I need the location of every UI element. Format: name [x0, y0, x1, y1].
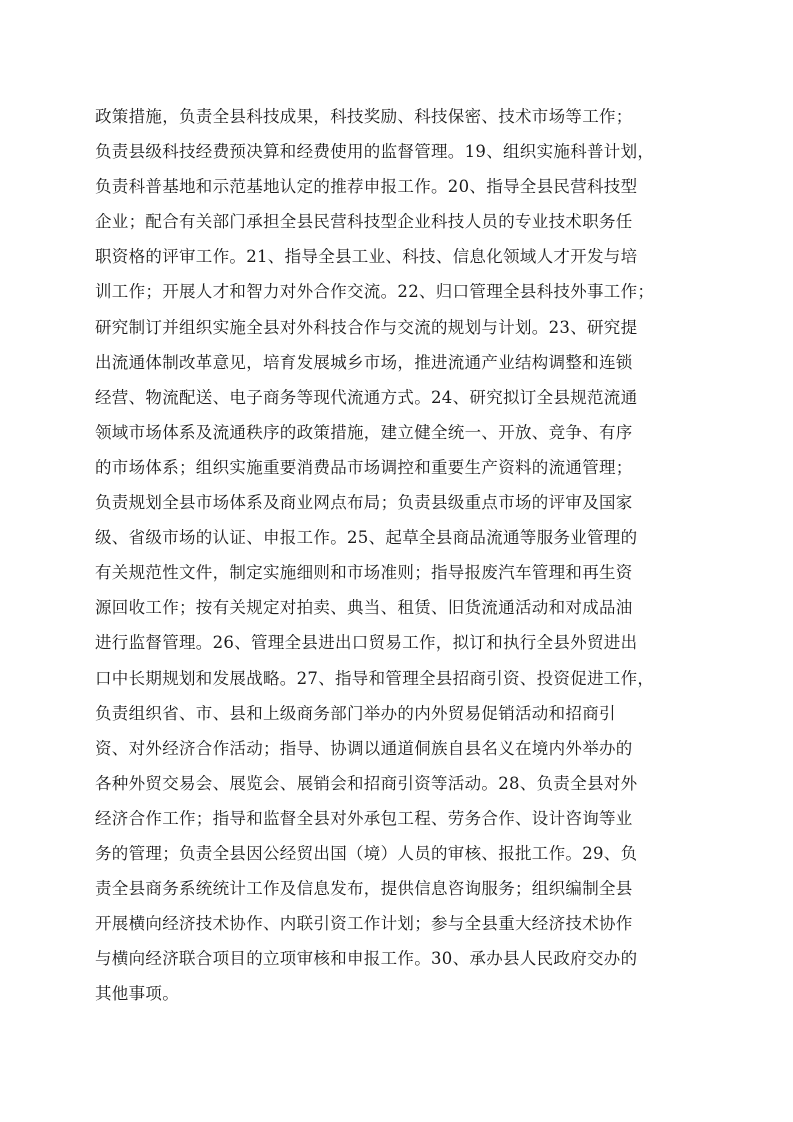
text-line: 职资格的评审工作。21、指导全县工业、科技、信息化领域人才开发与培 — [95, 247, 638, 267]
text-line: 负责组织省、市、县和上级商务部门举办的内外贸易促销活动和招商引 — [95, 703, 616, 723]
text-line: 的市场体系；组织实施重要消费品市场调控和重要生产资料的流通管理； — [95, 457, 633, 477]
text-line: 与横向经济联合项目的立项审核和申报工作。30、承办县人民政府交办的 — [95, 949, 638, 969]
text-line: 级、省级市场的认证、申报工作。25、起草全县商品流通等服务业管理的 — [95, 528, 638, 548]
text-line: 资、对外经济合作活动；指导、协调以通道侗族自县名义在境内外举办的 — [95, 738, 633, 758]
body-text — [95, 99, 705, 1011]
text-line: 出流通体制改革意见，培育发展城乡市场，推进流通产业结构调整和连锁 — [95, 352, 633, 372]
text-line: 进行监督管理。26、管理全县进出口贸易工作，拟订和执行全县外贸进出 — [95, 633, 638, 653]
text-line: 经营、物流配送、电子商务等现代流通方式。24、研究拟订全县规范流通 — [95, 387, 638, 407]
text-line: 负责科普基地和示范基地认定的推荐申报工作。20、指导全县民营科技型 — [95, 177, 638, 197]
text-line: 企业；配合有关部门承担全县民营科技型企业科技人员的专业技术职务任 — [95, 212, 633, 232]
text-line: 责全县商务系统统计工作及信息发布，提供信息咨询服务；组织编制全县 — [95, 879, 633, 899]
text-line: 各种外贸交易会、展览会、展销会和招商引资等活动。28、负责全县对外 — [95, 773, 638, 793]
text-line: 口中长期规划和发展战略。27、指导和管理全县招商引资、投资促进工作， — [95, 668, 655, 688]
text-line: 训工作；开展人才和智力对外合作交流。22、归口管理全县科技外事工作； — [95, 282, 655, 302]
text-line: 政策措施，负责全县科技成果，科技奖励、科技保密、技术市场等工作； — [95, 107, 633, 126]
text-line: 负责县级科技经费预决算和经费使用的监督管理。19、组织实施科普计划， — [95, 142, 655, 162]
text-line: 有关规范性文件，制定实施细则和市场准则；指导报废汽车管理和再生资 — [95, 563, 633, 583]
text-line: 开展横向经济技术协作、内联引资工作计划；参与全县重大经济技术协作 — [95, 914, 633, 934]
text-line: 负责规划全县市场体系及商业网点布局；负责县级重点市场的评审及国家 — [95, 493, 633, 513]
text-line: 领域市场体系及流通秩序的政策措施，建立健全统一、开放、竞争、有序 — [95, 422, 633, 442]
text-line: 源回收工作；按有关规定对拍卖、典当、租赁、旧货流通活动和对成品油 — [95, 598, 633, 618]
text-line: 研究制订并组织实施全县对外科技合作与交流的规划与计划。23、研究提 — [95, 317, 638, 337]
text-line: 务的管理；负责全县因公经贸出国（境）人员的审核、报批工作。29、负 — [95, 843, 638, 863]
text-line: 其他事项。 — [95, 984, 179, 1004]
text-line: 经济合作工作；指导和监督全县对外承包工程、劳务合作、设计咨询等业 — [95, 808, 633, 828]
